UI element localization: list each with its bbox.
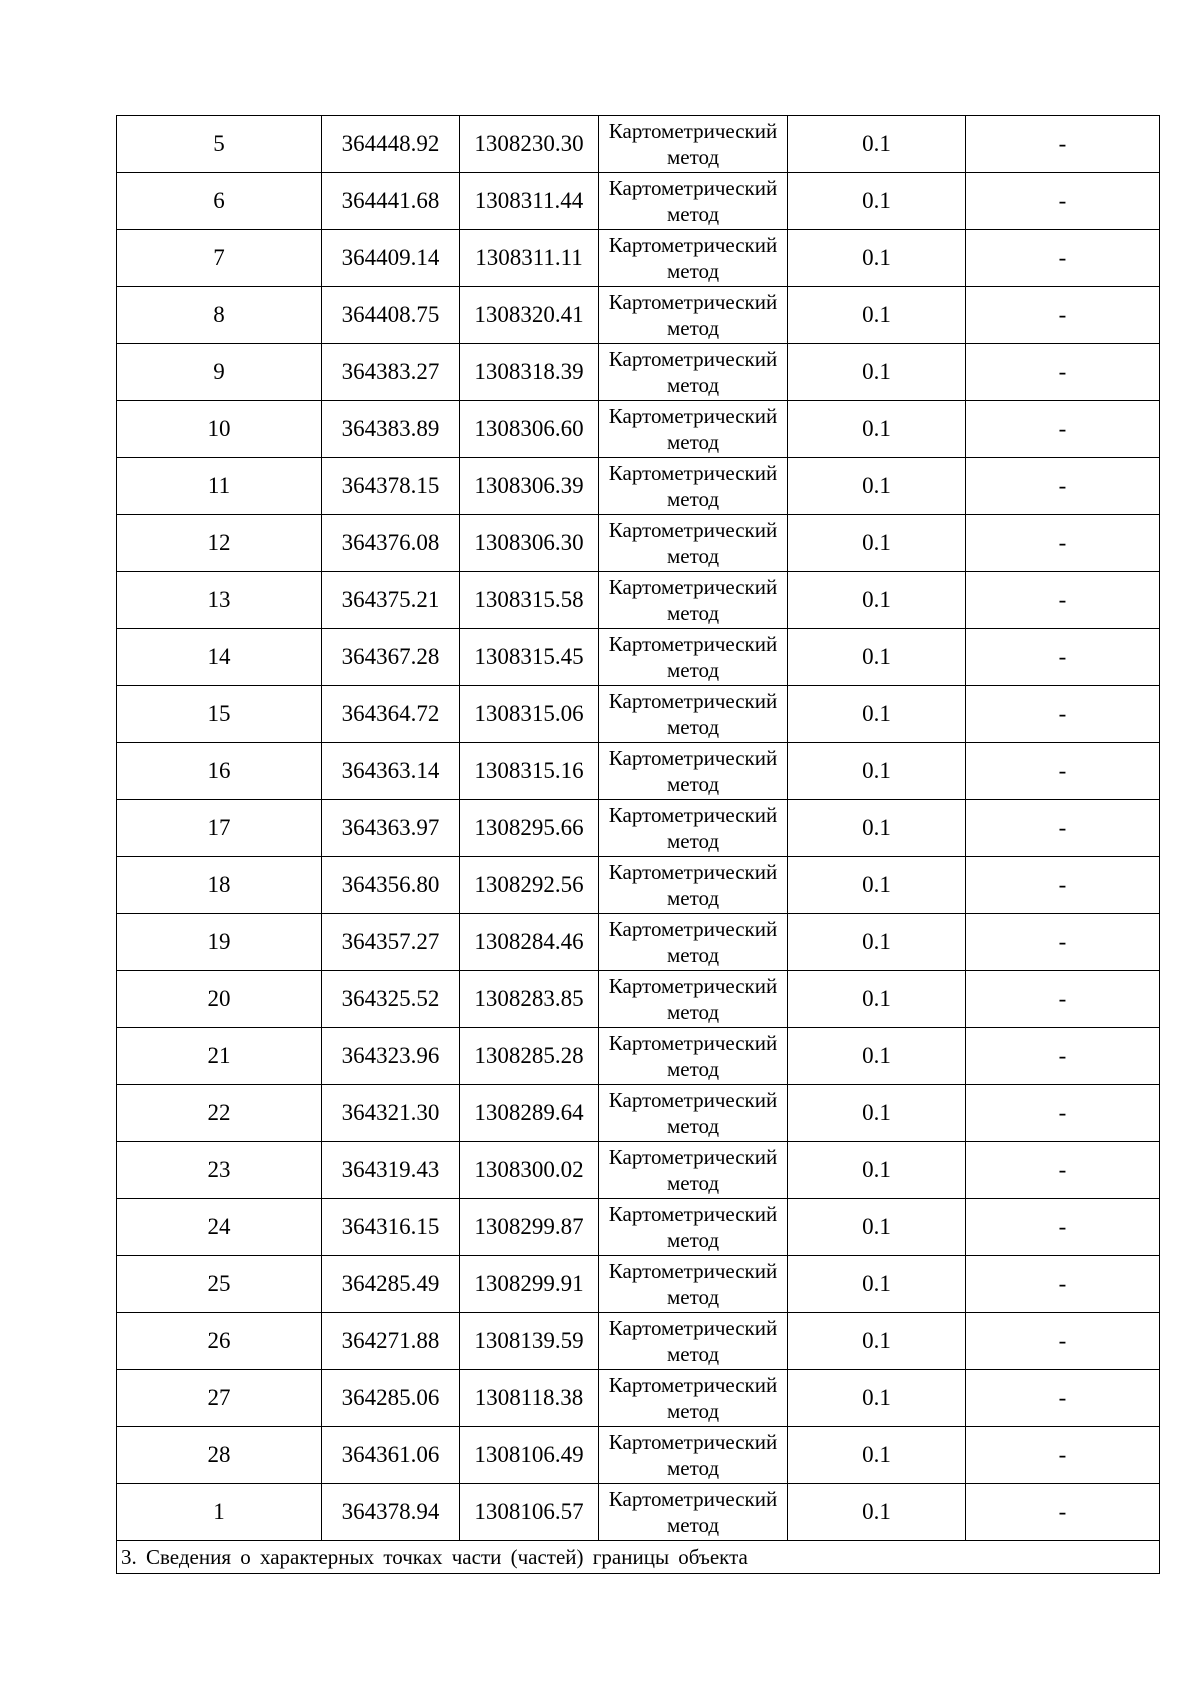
description-cell: - xyxy=(966,1313,1160,1370)
method-cell: Картометрический метод xyxy=(599,1028,788,1085)
coordinate-y-cell: 1308315.45 xyxy=(460,629,599,686)
method-cell: Картометрический метод xyxy=(599,1142,788,1199)
coordinate-x-cell: 364321.30 xyxy=(322,1085,460,1142)
point-number-cell: 21 xyxy=(117,1028,322,1085)
method-cell: Картометрический метод xyxy=(599,458,788,515)
accuracy-cell: 0.1 xyxy=(788,971,966,1028)
table-row xyxy=(117,458,1160,515)
coordinate-y-cell: 1308230.30 xyxy=(460,116,599,173)
section-heading-row xyxy=(117,1541,1160,1574)
method-cell: Картометрический метод xyxy=(599,1484,788,1541)
description-cell: - xyxy=(966,1484,1160,1541)
table-row xyxy=(117,857,1160,914)
point-number-cell: 25 xyxy=(117,1256,322,1313)
point-number-cell: 10 xyxy=(117,401,322,458)
coordinate-x-cell: 364375.21 xyxy=(322,572,460,629)
table-row xyxy=(117,401,1160,458)
coordinate-x-cell: 364285.06 xyxy=(322,1370,460,1427)
accuracy-cell: 0.1 xyxy=(788,857,966,914)
point-number-cell: 19 xyxy=(117,914,322,971)
table-row xyxy=(117,686,1160,743)
coordinate-x-cell: 364383.27 xyxy=(322,344,460,401)
point-number-cell: 24 xyxy=(117,1199,322,1256)
coordinate-x-cell: 364441.68 xyxy=(322,173,460,230)
accuracy-cell: 0.1 xyxy=(788,515,966,572)
method-cell: Картометрический метод xyxy=(599,1313,788,1370)
coordinate-x-cell: 364271.88 xyxy=(322,1313,460,1370)
coordinate-y-cell: 1308306.30 xyxy=(460,515,599,572)
point-number-cell: 15 xyxy=(117,686,322,743)
coordinate-y-cell: 1308311.44 xyxy=(460,173,599,230)
method-cell: Картометрический метод xyxy=(599,743,788,800)
table-row xyxy=(117,1256,1160,1313)
coordinate-x-cell: 364378.94 xyxy=(322,1484,460,1541)
method-cell: Картометрический метод xyxy=(599,287,788,344)
coordinate-y-cell: 1308311.11 xyxy=(460,230,599,287)
table-row xyxy=(117,1484,1160,1541)
table-row xyxy=(117,1142,1160,1199)
table-row xyxy=(117,1313,1160,1370)
table-row xyxy=(117,1085,1160,1142)
description-cell: - xyxy=(966,344,1160,401)
point-number-cell: 23 xyxy=(117,1142,322,1199)
point-number-cell: 8 xyxy=(117,287,322,344)
accuracy-cell: 0.1 xyxy=(788,1427,966,1484)
description-cell: - xyxy=(966,287,1160,344)
description-cell: - xyxy=(966,800,1160,857)
table-row xyxy=(117,572,1160,629)
coordinate-x-cell: 364356.80 xyxy=(322,857,460,914)
method-cell: Картометрический метод xyxy=(599,1199,788,1256)
point-number-cell: 20 xyxy=(117,971,322,1028)
coordinate-y-cell: 1308306.60 xyxy=(460,401,599,458)
table-row xyxy=(117,800,1160,857)
method-cell: Картометрический метод xyxy=(599,1256,788,1313)
method-cell: Картометрический метод xyxy=(599,572,788,629)
method-cell: Картометрический метод xyxy=(599,1085,788,1142)
accuracy-cell: 0.1 xyxy=(788,116,966,173)
point-number-cell: 11 xyxy=(117,458,322,515)
point-number-cell: 18 xyxy=(117,857,322,914)
coordinate-y-cell: 1308106.49 xyxy=(460,1427,599,1484)
method-cell: Картометрический метод xyxy=(599,1427,788,1484)
description-cell: - xyxy=(966,572,1160,629)
coordinate-x-cell: 364409.14 xyxy=(322,230,460,287)
accuracy-cell: 0.1 xyxy=(788,458,966,515)
accuracy-cell: 0.1 xyxy=(788,1370,966,1427)
table-row xyxy=(117,344,1160,401)
point-number-cell: 5 xyxy=(117,116,322,173)
method-cell: Картометрический метод xyxy=(599,1370,788,1427)
method-cell: Картометрический метод xyxy=(599,914,788,971)
description-cell: - xyxy=(966,971,1160,1028)
coordinate-y-cell: 1308106.57 xyxy=(460,1484,599,1541)
method-cell: Картометрический метод xyxy=(599,800,788,857)
coordinate-x-cell: 364323.96 xyxy=(322,1028,460,1085)
accuracy-cell: 0.1 xyxy=(788,686,966,743)
table-row xyxy=(117,743,1160,800)
description-cell: - xyxy=(966,173,1160,230)
coordinate-y-cell: 1308292.56 xyxy=(460,857,599,914)
description-cell: - xyxy=(966,914,1160,971)
table-body xyxy=(117,116,1160,1574)
section-title: 3. Сведения о характерных точках части (частей) границы объекта xyxy=(117,1541,1160,1574)
table-row xyxy=(117,1427,1160,1484)
coordinate-y-cell: 1308299.87 xyxy=(460,1199,599,1256)
description-cell: - xyxy=(966,857,1160,914)
method-cell: Картометрический метод xyxy=(599,230,788,287)
method-cell: Картометрический метод xyxy=(599,515,788,572)
coordinate-x-cell: 364378.15 xyxy=(322,458,460,515)
point-number-cell: 26 xyxy=(117,1313,322,1370)
coordinate-x-cell: 364448.92 xyxy=(322,116,460,173)
accuracy-cell: 0.1 xyxy=(788,1085,966,1142)
description-cell: - xyxy=(966,629,1160,686)
table-row xyxy=(117,1370,1160,1427)
coordinate-x-cell: 364408.75 xyxy=(322,287,460,344)
point-number-cell: 1 xyxy=(117,1484,322,1541)
accuracy-cell: 0.1 xyxy=(788,743,966,800)
point-number-cell: 27 xyxy=(117,1370,322,1427)
method-cell: Картометрический метод xyxy=(599,971,788,1028)
coordinate-y-cell: 1308318.39 xyxy=(460,344,599,401)
coordinate-y-cell: 1308300.02 xyxy=(460,1142,599,1199)
method-cell: Картометрический метод xyxy=(599,401,788,458)
description-cell: - xyxy=(966,230,1160,287)
coordinate-y-cell: 1308139.59 xyxy=(460,1313,599,1370)
point-number-cell: 12 xyxy=(117,515,322,572)
document-page xyxy=(116,115,1159,1574)
accuracy-cell: 0.1 xyxy=(788,401,966,458)
point-number-cell: 7 xyxy=(117,230,322,287)
accuracy-cell: 0.1 xyxy=(788,287,966,344)
accuracy-cell: 0.1 xyxy=(788,1199,966,1256)
method-cell: Картометрический метод xyxy=(599,344,788,401)
coordinate-x-cell: 364363.14 xyxy=(322,743,460,800)
accuracy-cell: 0.1 xyxy=(788,1142,966,1199)
method-cell: Картометрический метод xyxy=(599,686,788,743)
description-cell: - xyxy=(966,458,1160,515)
method-cell: Картометрический метод xyxy=(599,116,788,173)
coordinate-x-cell: 364367.28 xyxy=(322,629,460,686)
point-number-cell: 17 xyxy=(117,800,322,857)
coordinate-x-cell: 364285.49 xyxy=(322,1256,460,1313)
coordinate-y-cell: 1308295.66 xyxy=(460,800,599,857)
table-row xyxy=(117,287,1160,344)
table-row xyxy=(117,173,1160,230)
coordinate-y-cell: 1308283.85 xyxy=(460,971,599,1028)
accuracy-cell: 0.1 xyxy=(788,344,966,401)
coordinate-y-cell: 1308284.46 xyxy=(460,914,599,971)
accuracy-cell: 0.1 xyxy=(788,230,966,287)
description-cell: - xyxy=(966,1028,1160,1085)
accuracy-cell: 0.1 xyxy=(788,800,966,857)
coordinate-y-cell: 1308320.41 xyxy=(460,287,599,344)
method-cell: Картометрический метод xyxy=(599,173,788,230)
method-cell: Картометрический метод xyxy=(599,857,788,914)
table-row xyxy=(117,230,1160,287)
boundary-points-table xyxy=(116,115,1160,1574)
accuracy-cell: 0.1 xyxy=(788,1028,966,1085)
table-row xyxy=(117,116,1160,173)
point-number-cell: 28 xyxy=(117,1427,322,1484)
description-cell: - xyxy=(966,1199,1160,1256)
table-row xyxy=(117,1028,1160,1085)
coordinate-y-cell: 1308299.91 xyxy=(460,1256,599,1313)
coordinate-y-cell: 1308306.39 xyxy=(460,458,599,515)
accuracy-cell: 0.1 xyxy=(788,1256,966,1313)
description-cell: - xyxy=(966,116,1160,173)
point-number-cell: 22 xyxy=(117,1085,322,1142)
description-cell: - xyxy=(966,515,1160,572)
coordinate-x-cell: 364357.27 xyxy=(322,914,460,971)
point-number-cell: 14 xyxy=(117,629,322,686)
coordinate-y-cell: 1308315.06 xyxy=(460,686,599,743)
accuracy-cell: 0.1 xyxy=(788,1484,966,1541)
description-cell: - xyxy=(966,1427,1160,1484)
description-cell: - xyxy=(966,1256,1160,1313)
coordinate-x-cell: 364363.97 xyxy=(322,800,460,857)
description-cell: - xyxy=(966,401,1160,458)
coordinate-y-cell: 1308315.16 xyxy=(460,743,599,800)
table-row xyxy=(117,1199,1160,1256)
accuracy-cell: 0.1 xyxy=(788,1313,966,1370)
coordinate-x-cell: 364364.72 xyxy=(322,686,460,743)
coordinate-y-cell: 1308315.58 xyxy=(460,572,599,629)
coordinate-x-cell: 364316.15 xyxy=(322,1199,460,1256)
accuracy-cell: 0.1 xyxy=(788,914,966,971)
description-cell: - xyxy=(966,1370,1160,1427)
accuracy-cell: 0.1 xyxy=(788,629,966,686)
description-cell: - xyxy=(966,1142,1160,1199)
accuracy-cell: 0.1 xyxy=(788,173,966,230)
point-number-cell: 9 xyxy=(117,344,322,401)
point-number-cell: 13 xyxy=(117,572,322,629)
coordinate-y-cell: 1308285.28 xyxy=(460,1028,599,1085)
description-cell: - xyxy=(966,1085,1160,1142)
description-cell: - xyxy=(966,743,1160,800)
coordinate-x-cell: 364319.43 xyxy=(322,1142,460,1199)
accuracy-cell: 0.1 xyxy=(788,572,966,629)
method-cell: Картометрический метод xyxy=(599,629,788,686)
table-row xyxy=(117,971,1160,1028)
point-number-cell: 6 xyxy=(117,173,322,230)
coordinate-x-cell: 364325.52 xyxy=(322,971,460,1028)
coordinate-y-cell: 1308118.38 xyxy=(460,1370,599,1427)
table-row xyxy=(117,914,1160,971)
table-row xyxy=(117,515,1160,572)
coordinate-x-cell: 364361.06 xyxy=(322,1427,460,1484)
coordinate-x-cell: 364376.08 xyxy=(322,515,460,572)
point-number-cell: 16 xyxy=(117,743,322,800)
description-cell: - xyxy=(966,686,1160,743)
coordinate-x-cell: 364383.89 xyxy=(322,401,460,458)
table-row xyxy=(117,629,1160,686)
coordinate-y-cell: 1308289.64 xyxy=(460,1085,599,1142)
